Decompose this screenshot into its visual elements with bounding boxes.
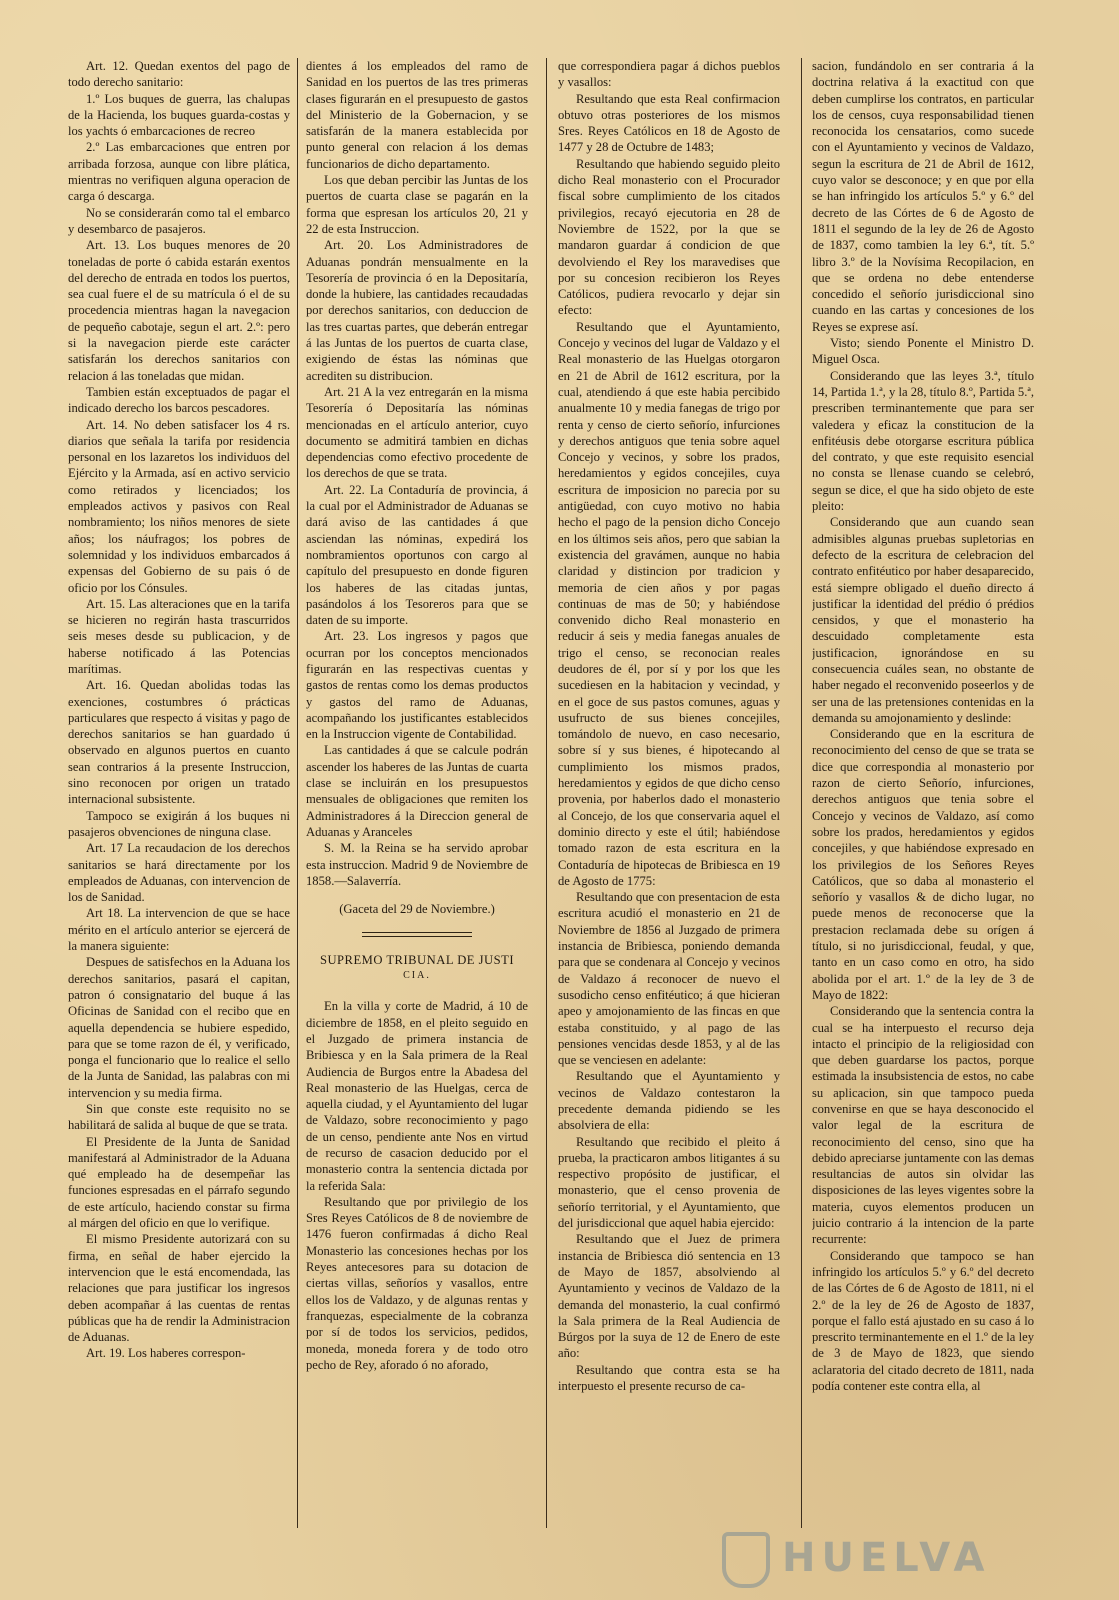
column-rule: [297, 58, 298, 1528]
column-4: [812, 58, 1034, 1588]
paragraph: dientes á los empleados del ramo de Sanidad en los puertos de las tres primeras clases figurarán en el presupuesto de gastos del Ministerio de la Gobernacion, y se satisfarán de la manera establecida por punto general con relacion á los demas funcionarios de dicho departamento.: [306, 59, 528, 171]
divider-ornament: [362, 932, 472, 937]
paragraph: Resultando que habiendo seguido pleito dicho Real monasterio con el Procurador fiscal sobre cumplimiento de los citados privilegios, recayó ejecutoria en 28 de Noviembre de 1522, por la que se mandaron guardar á condicion de que devolviendo el Rey los maravedises que por su concesion recibieron los Reyes Católicos, pudiera revocarlo y dejar sin efecto:: [558, 156, 780, 318]
paragraph: Tambien están exceptuados de pagar el indicado derecho los barcos pescadores.: [68, 384, 290, 416]
paragraph: Las cantidades á que se calcule podrán ascender los haberes de las Juntas de cuarta clase se incluirán en los presupuestos mensuales de obligaciones que remiten los Administradores á la Direccion general de Aduanas y Aranceles: [306, 743, 528, 839]
paragraph: Art. 23. Los ingresos y pagos que ocurran por los conceptos mencionados figurarán en las respectivas cuentas y gastos de rentas como los demas productos y gastos del ramo de Aduanas, acompañando los justificantes establecidos en la Instruccion vigente de Contabilidad.: [306, 629, 528, 742]
paragraph: Art. 15. Las alteraciones que en la tarifa se hicieren no regirán hasta trascurridos seis meses desde su publicacion, y de haberse notificado á las Potencias marítimas.: [68, 596, 290, 676]
paragraph: Visto; siendo Ponente el Ministro D. Miguel Osca.: [812, 336, 1034, 367]
paragraph: Despues de satisfechos en la Aduana los derechos sanitarios, pasará el capitan, patron ó consignatario del buque á las Oficinas de Sanidad con el recibo que en aquella dependencia se hubiere espedido, para que se tome razon de él, y verificado, ponga el funcionario que lo realice el sello de la Junta de Sanidad, las palabras con mi intervencion y su media firma.: [68, 955, 290, 1100]
paragraph: El Presidente de la Junta de Sanidad manifestará al Administrador de la Aduana qué empleado ha de desempeñar las funciones espresadas en el párrafo segundo de este artículo, haciendo constar su firma al márgen del oficio en que lo verifique.: [68, 1134, 290, 1231]
paragraph: 1.º Los buques de guerra, las chalupas de la Hacienda, los buques guarda-costas y los yachts ó embarcaciones de recreo: [68, 91, 290, 139]
paragraph: Resultando que el Ayuntamiento y vecinos de Valdazo contestaron la precedente demanda pidiendo se les absolviera de ella:: [558, 1069, 780, 1133]
paragraph: Considerando que las leyes 3.ª, título 14, Partida 1.ª, y la 28, título 8.º, Partida 5.ª, prescriben terminantemente que para ser valedera y eficaz la constitucion de la enfitéusis debe otorgarse escritura pública del contrato, y que este requisito esencial no consta se llenase cuando se celebró, segun se dice, el que ha sido objeto de este pleito:: [812, 368, 1034, 514]
paragraph: Art. 19. Los haberes correspon-: [86, 1346, 246, 1361]
paragraph: sacion, fundándolo en ser contraria á la doctrina relativa á la exactitud con que deben cumplirse los contratos, en particular los de censos, cuya responsabilidad tienen reconocida los censatarios, como sucede con el Ayuntamiento y vecinos de Valdazo, segun la escritura de 21 de Abril de 1612, cuyo valor se desconoce; y en que por ella se han infringido los artículos 5.º y 6.º del decreto de las Córtes de 6 de Agosto de 1811 el segundo de la ley de 26 de Agosto de 1837, como tambien la ley 6.ª, tít. 5.º libro 3.º de la Novísima Recopilacion, en que se ordena no debe entenderse concedido el señorío jurisdiccional sino cuando en las cartas y concesiones de los Reyes se exprese así.: [812, 59, 1034, 334]
paragraph: Art. 22. La Contaduría de provincia, á la cual por el Administrador de Aduanas se dará aviso de las cantidades á que asciendan las nóminas, expedirá los nombramientos oportunos con cargo al capítulo del presupuesto en donde figuren los haberes de las citadas juntas, pasándolos á los Tesoreros para que se daten de su importe.: [306, 482, 528, 628]
column-rule: [801, 58, 802, 1528]
paragraph: No se considerarán como tal el embarco y desembarco de pasajeros.: [68, 205, 290, 236]
paragraph: que correspondiera pagar á dichos pueblos y vasallos:: [558, 59, 780, 90]
column-2: [306, 58, 528, 1588]
paragraph: Art. 13. Los buques menores de 20 toneladas de porte ó cabida estarán exentos del derecho de entrada en todos los puertos, sea cual fuere el de su matrícula ó el de su procedencia mientras hagan la navegacion de pequeño cabotaje, segun el art. 2.º: pero si la navegacion pierde este carácter satisfarán los derechos sanitarios con relacion á las toneladas que midan.: [68, 238, 290, 383]
library-watermark: [722, 1530, 1042, 1586]
paragraph: Resultando que esta Real confirmacion obtuvo otras posteriores de los mismos Sres. Reyes Católicos en 18 de Agosto de 1477 y 28 de Octubre de 1483;: [558, 91, 780, 155]
paragraph: 2.º Las embarcaciones que entren por arribada forzosa, aunque con libre plática, mientras no verifiquen alguna operacion de carga ó descarga.: [68, 140, 290, 204]
paragraph: Art. 16. Quedan abolidas todas las exenciones, costumbres ó prácticas particulares que respecto á visitas y pago de derechos sanitarios se han guardado ú observado en algunos puertos en cuanto sean contrarios á la presente Instruccion, sino reconocen por origen un tratado internacional subsistente.: [68, 678, 290, 807]
paragraph: El mismo Presidente autorizará con su firma, en señal de haber ejercido la intervencion que le está encomendada, las relaciones que para justificar los ingresos deben acompañar á las cuentas de rentas públicas que ha de rendir la Administracion de Aduanas.: [68, 1232, 290, 1345]
paragraph: Art. 20. Los Administradores de Aduanas pondrán mensualmente en la Tesorería de provincia ó en la Depositaría, donde la hubiere, las cantidades recaudadas por derechos sanitarios, con deduccion de las tres cuartas partes, que deberán entregar á las Juntas de los puertos de cuarta clase, exigiendo de éstas las nóminas que acrediten su distribucion.: [306, 238, 528, 383]
section-divider: [306, 925, 528, 941]
paragraph: Resultando que el Juez de primera instancia de Bribiesca dió sentencia en 13 de Mayo de 1857, absolviendo al Ayuntamiento y vecinos de Valdazo de la demanda del monasterio, la cual confirmó la Sala primera de la Real Audiencia de Búrgos por la suya de 12 de Enero de este año:: [558, 1232, 780, 1361]
paragraph: En la villa y corte de Madrid, á 10 de diciembre de 1858, en el pleito seguido en el Juzgado de primera instancia de Bribiesca y en la Sala primera de la Real Audiencia de Burgos entre la Abadesa del Real monasterio de las Huelgas, cerca de aquella ciudad, y el Ayuntamiento del lugar de Valdazo, sobre reconocimiento y pago de un censo, pendiente ante Nos en virtud de recurso de casacion deducido por el monasterio contra la sentencia dictada por la referida Sala:: [306, 999, 528, 1193]
paragraph: Tampoco se exigirán á los buques ni pasajeros obvenciones de ninguna clase.: [68, 808, 290, 839]
paragraph: Resultando que recibido el pleito á prueba, la practicaron ambos litigantes á su respectivo propósito de justificar, el monasterio, que el censo provenia de señorío territorial, y el Ayuntamiento, que del jurisdiccional que aquel habia ejercido:: [558, 1134, 780, 1231]
paragraph: Art. 17 La recaudacion de los derechos sanitarios se hará directamente por los empleados de Aduanas, con intervencion de los de Sanidad.: [68, 841, 290, 905]
paragraph: Art. 14. No deben satisfacer los 4 rs. diarios que señala la tarifa por residencia personal en los lazaretos los individuos del Ejército y la Armada, así en activo servicio como retirados y licenciados; los empleados activos y pasivos con Real nombramiento; los niños menores de siete años; los náufragos; los pobres de solemnidad y los individuos embarcados á expensas del Gobierno de su pais ó de oficio por los Cónsules.: [68, 417, 290, 595]
section-heading-cont: CIA.: [403, 970, 431, 982]
section-heading-main: SUPREMO TRIBUNAL DE JUSTI: [319, 952, 515, 967]
watermark-text: HUELVA: [782, 1535, 991, 1581]
shield-icon: [722, 1532, 770, 1588]
column-3: [558, 58, 780, 1588]
paragraph: Los que deban percibir las Juntas de los puertos de cuarta clase se pagarán en la forma que espresan los artículos 20, 21 y 22 de esta Instruccion.: [306, 173, 528, 236]
paragraph: Resultando que con presentacion de esta escritura acudió el monasterio en 21 de Noviembre de 1856 al Juzgado de primera instancia de Bribiesca, poniendo demanda para que se condenara al Concejo y vecinos de Valdazo á reconocer de nuevo el susodicho censo enfitéutico; á que hicieran apeo y amojonamiento de las fincas en que estaba constituido, y al pago de las pensiones vencidas desde 1853, y al de las que se venciesen en adelante:: [558, 890, 780, 1068]
section-heading: [306, 952, 528, 985]
paragraph: Considerando que aun cuando sean admisibles algunas pruebas supletorias en defecto de la escritura de celebracion del contrato enfitéutico por haber desaparecido, está siempre obligado el dueño directo á justificar la identidad del prédio ó prédios censidos, y que el monasterio ha descuidado completamente esta justificacion, ignorándose en su consecuencia cuáles sean, no obstante de haber negado el reconvenido poseerlos y de ser una de las pretensiones contenidas en la demanda su amojonamiento y deslinde:: [812, 515, 1034, 725]
paragraph: Sin que conste este requisito no se habilitará de salida al buque de que se trata.: [68, 1102, 290, 1133]
gazette-source: (Gaceta del 29 de Noviembre.): [339, 902, 495, 917]
paragraph: Resultando que por privilegio de los Sres Reyes Católicos de 8 de noviembre de 1476 fueron confirmadas á dicho Real Monasterio las concesiones hechas por los Reyes antecesores para su dotacion de ciertas villas, señoríos y vasallos, entre ellos los de Valdazo, y de algunas rentas y franquezas, especialmente de la cobranza por sí de todos los servicios, pedidos, moneda, moneda forera y de todo otro pecho de Rey, aforado ó no aforado,: [306, 1194, 528, 1372]
paragraph: Considerando que tampoco se han infringido los artículos 5.º y 6.º del decreto de las Córtes de 6 de Agosto de 1811, ni el 2.º de la ley de 26 de Agosto de 1837, porque el fallo está ajustado en su caso á lo prescrito terminantemente en el 1.º de la ley de 3 de Mayo de 1823, que siendo aclaratoria del citado decreto de 1811, nada podía contener este contra ella, al: [812, 1248, 1034, 1394]
paragraph: Art. 12. Quedan exentos del pago de todo derecho sanitario:: [68, 59, 290, 90]
paragraph: Art 18. La intervencion de que se hace mérito en el artículo anterior se ejercerá de la manera siguiente:: [68, 906, 290, 954]
paragraph: Considerando que en la escritura de reconocimiento del censo de que se trata se dice que correspondia al monasterio por razon de cierto Señorío, infurciones, derechos antiguos que tenia sobre el Concejo y vecinos de Valdazo, así como sobre los prados, heredamientos y egidos concejiles, y que habiéndose expresado en los privilegios de los Señores Reyes Católicos, que so daba al monasterio el señorío y vasallos & de dicho lugar, no puede menos de reconocerse que la prestacion reclamada debe su orígen á título, si no jurisdiccional, feudal, y que, tanto en un caso como en otro, ha sido abolida por el art. 1.º de la ley de 3 de Mayo de 1822:: [812, 727, 1034, 1002]
paragraph: Art. 21 A la vez entregarán en la misma Tesorería ó Depositaría las nóminas mencionadas en el artículo anterior, cuyo documento se admitirá tambien en dichas dependencias como efectivo procedente de los derechos de que se trata.: [306, 384, 528, 481]
paragraph: Resultando que contra esta se ha interpuesto el presente recurso de ca-: [558, 1362, 780, 1394]
paragraph: Resultando que el Ayuntamiento, Concejo y vecinos del lugar de Valdazo y el Real monasterio de las Huelgas otorgaron en 21 de Abril de 1612 escritura, por la cual, atendiendo á que este habia percibido anualmente 10 y media fanegas de trigo por renta y censo de cierto señorío, infurciones y derechos antiguos que tenia sobre aquel Concejo y vecinos, y sobre los prados, heredamientos y egidos concejiles, cuya escritura de imposicion no parecia por su antigüedad, con cuyo motivo no habia hecho el pago de la pension dicho Concejo en los últimos seis años, pero que sabian la existencia del gravámen, aunque no habia claridad y distincion por tradicion y memoria de cien años y por pagas continuas de mas de 50; y habiéndose convenido dicho Real monasterio en reducir á seis y media fanegas anuales de trigo el censo, se reconocian reales deudores de él, por sí y por los que les sucediesen en la habitacion y vecindad, y en el goce de sus pastos comunes, aguas y usufructo de sus bienes concejiles, tomándolo de nuevo, en caso necesario, sobre sí y sus bienes, é hipotecando al cumplimiento los mismos prados, heredamientos y egidos de que dicho censo provenia, por haberlos dado el monasterio al Concejo, de los que conservaria aquel el dominio directo y este el útil; habiéndose tomado razon de esta escritura en la Contaduría de hipotecas de Bribiesca en 19 de Agosto de 1775:: [558, 319, 780, 888]
paragraph: S. M. la Reina se ha servido aprobar esta instruccion. Madrid 9 de Noviembre de 1858.—Salaverría.: [306, 841, 528, 888]
column-rule: [546, 58, 547, 1528]
paragraph: Considerando que la sentencia contra la cual se ha interpuesto el recurso deja intacto el principio de la religiosidad con que deben guardarse los pactos, porque estimada la insubsistencia de estos, no cabe su aplicacion, sin que tampoco pueda convenirse en que se haya desconocido el valor legal de la escritura de reconocimiento del censo, sino que ha debido apreciarse juntamente con las demas resultancias de autos sin olvidar las disposiciones de las leyes vigentes sobre la materia, cuyos elementos producen un juicio contrario á la intencion de la parte recurrente:: [812, 1004, 1034, 1247]
column-1: [68, 58, 290, 1588]
